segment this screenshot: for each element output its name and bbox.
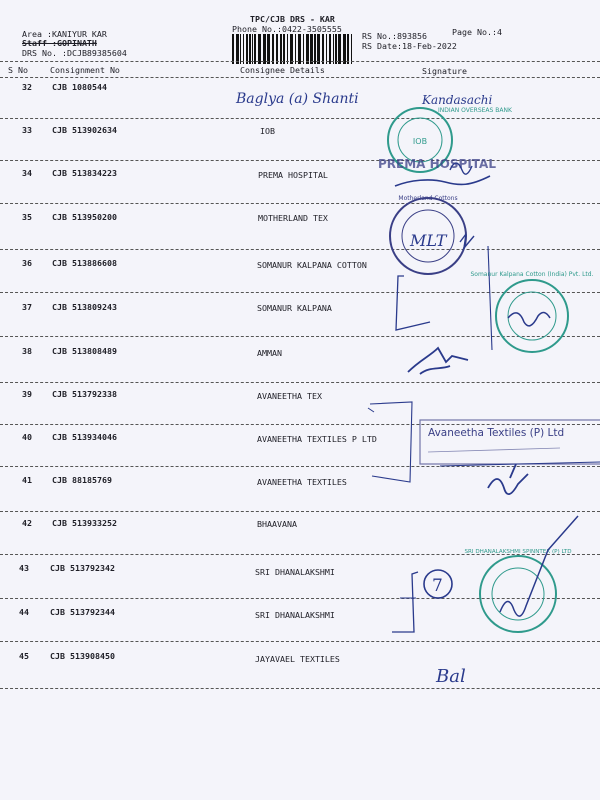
handwritten-stamp-text: MLT [410,231,447,250]
barcode [232,34,354,64]
row-sno: 45 [19,651,29,661]
row-sno: 38 [22,346,32,356]
barcode-bar [276,34,278,64]
row-consignment: CJB 513792342 [50,563,115,573]
barcode-bar [254,34,256,64]
row-sno: 34 [22,168,32,178]
row-consignee: BHAAVANA [257,519,297,529]
motherland-seal-text: Motherland Cottons [398,195,458,202]
row-consignee: AMMAN [257,348,282,358]
row-sno: 39 [22,389,32,399]
hospital-stamp: PREMA HOSPITAL [378,157,496,171]
barcode-bar [267,34,270,64]
row-consignee: MOTHERLAND TEX [258,213,328,223]
row-divider [0,466,600,467]
phone-number: Phone No.:0422-3505555 [232,24,342,34]
kalpana-seal-stamp [470,271,593,352]
row-consignee: AVANEETHA TEXTILES P LTD [257,434,377,444]
col-signature-header: Signature [422,66,467,76]
row-consignment: CJB 513834223 [52,168,117,178]
col-consignee-header: Consignee Details [240,65,325,75]
row-divider [0,688,600,689]
row-sno: 42 [22,518,32,528]
barcode-bar [240,34,241,64]
row-consignee: SRI DHANALAKSHMI [255,610,335,620]
svg-text:IOB: IOB [412,137,428,146]
row-divider [0,249,600,250]
barcode-bar [252,34,253,64]
row-divider [0,382,600,383]
row-sno: 37 [22,302,32,312]
staff-label: Staff :GOPINATH [22,38,97,48]
barcode-bar [243,34,244,64]
rs-number: RS No.:893856 [362,31,427,41]
barcode-bar [272,34,274,64]
row-sno: 40 [22,432,32,442]
barcode-bar [322,34,324,64]
row-divider [0,554,600,555]
dhanalakshmi-seal-stamp [464,516,578,632]
document-title: TPC/CJB DRS - KAR [250,14,335,24]
barcode-bar [249,34,251,64]
row-divider [0,511,600,512]
barcode-bar [258,34,261,64]
row-consignment: CJB 513934046 [52,432,117,442]
row-divider [0,598,600,599]
barcode-bar [310,34,313,64]
rs-date: RS Date:18-Feb-2022 [362,41,457,51]
row-sno: 33 [22,125,32,135]
barcode-bar [338,34,341,64]
barcode-bar [290,34,293,64]
handwritten-signature: Kandasachi [422,93,493,107]
bank-seal-text: INDIAN OVERSEAS BANK [438,107,512,114]
barcode-bar [347,34,349,64]
barcode-bar [295,34,296,64]
header-divider [0,61,600,62]
avaneetha-stamp [420,420,600,464]
barcode-bar [303,34,304,64]
barcode-bar [298,34,301,64]
barcode-bar [283,34,285,64]
row-sno: 32 [22,82,32,92]
row-consignee: AVANEETHA TEXTILES [257,477,347,487]
area-label: Area :KANIYUR KAR [22,29,107,39]
row-sno: 41 [22,475,32,485]
barcode-bar [335,34,337,64]
row-consignee: IOB [260,126,275,136]
row-consignment: CJB 513792338 [52,389,117,399]
row-consignee: JAYAVAEL TEXTILES [255,654,340,664]
row-divider [0,641,600,642]
handwritten-mark: 7 [432,576,443,596]
barcode-bar [343,34,346,64]
drs-number: DRS No. :DCJB89385604 [22,48,127,58]
row-sno: 43 [19,563,29,573]
barcode-bar [317,34,320,64]
column-header-divider [0,77,600,78]
row-divider [0,292,600,293]
barcode-bar [287,34,288,64]
barcode-bar [263,34,266,64]
motherland-seal-stamp [390,195,474,274]
barcode-bar [333,34,334,64]
row-consignment: CJB 513902634 [52,125,117,135]
row-consignment: CJB 513792344 [50,607,115,617]
page-number: Page No.:4 [452,27,502,37]
barcode-bar [232,34,234,64]
barcode-bar [236,34,239,64]
row-consignment: CJB 513808489 [52,346,117,356]
row-consignment: CJB 513908450 [50,651,115,661]
barcode-bar [329,34,331,64]
avaneetha-stamp-text: Avaneetha Textiles (P) Ltd [428,427,565,439]
barcode-bar [314,34,316,64]
row-consignee: SOMANUR KALPANA COTTON [257,260,367,270]
row-consignee: SOMANUR KALPANA [257,303,332,313]
barcode-bar [351,34,352,64]
barcode-bar [326,34,327,64]
row-divider [0,424,600,425]
row-divider [0,118,600,119]
dhanalakshmi-seal-text: SRI DHANALAKSHMI SPINNTEX (P) LTD [464,549,572,555]
row-consignee: AVANEETHA TEX [257,391,322,401]
row-consignee: SRI DHANALAKSHMI [255,567,335,577]
barcode-bar [246,34,248,64]
row-divider [0,336,600,337]
col-sno-header: S No [8,65,28,75]
row-sno: 44 [19,607,29,617]
row-consignment: CJB 1080544 [52,82,107,92]
row-consignment: CJB 513933252 [52,518,117,528]
kalpana-seal-text: Somanur Kalpana Cotton (India) Pvt. Ltd. [470,271,594,278]
row-consignment: CJB 88185769 [52,475,112,485]
handwritten-consignee-name: Baglya (a) Shanti [236,91,359,107]
row-consignment: CJB 513809243 [52,302,117,312]
barcode-bar [306,34,309,64]
barcode-bar [280,34,282,64]
row-consignment: CJB 513950200 [52,212,117,222]
row-consignee: PREMA HOSPITAL [258,170,328,180]
row-sno: 36 [22,258,32,268]
col-consignment-header: Consignment No [50,65,120,75]
row-consignment: CJB 513886608 [52,258,117,268]
row-divider [0,203,600,204]
row-divider [0,160,600,161]
row-sno: 35 [22,212,32,222]
bank-seal-stamp [388,107,513,172]
handwritten-signature-45: Bal [436,666,466,687]
